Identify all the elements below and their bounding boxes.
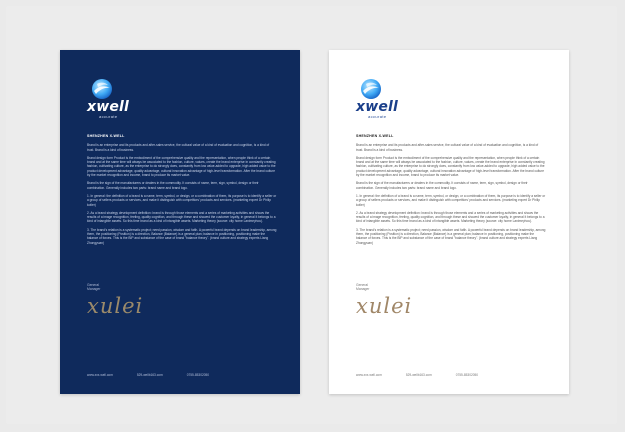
signature: xulei	[87, 294, 144, 318]
paragraph: Brand design form Product is the embodiment of the comprehensive quality and the representation, when people think of a certain brand and at the same time will always be associated to the fashion, culture, values, create the brand enterprise in constantly creating fashion, cultivating culture, as the enterprise to do strongly does, constantly from low value-added to upgrade, high added value to the product development advantage, quality advantage, cultural innovation advantage of high-level transformation. After the brand culture by the market recognition and income, brand to produce its market value.	[356, 155, 545, 178]
footer-email: 529-wellb163.com	[405, 373, 432, 377]
footer-contacts	[87, 373, 277, 377]
paragraph: Brand is the sign of the manufacturers or dealers in the commodity. It consists of name, term, sign, symbol, design or their combination. Generally includes two parts: brand name and brand logo.	[87, 181, 259, 190]
paragraph: Brand is an enterprise and its products and after-sales service, the cultural value of a kind of evaluation and cognition, is a kind of trust. Brand is a kind of business.	[356, 143, 539, 152]
footer-phone: 0755-85302050	[455, 373, 479, 377]
footer-email: 529-wellb163.com	[136, 373, 163, 377]
signer-title	[87, 283, 127, 292]
signature: xulei	[356, 294, 413, 318]
paragraph: Brand design form Product is the embodiment of the comprehensive quality and the representation, when people think of a certain brand and at the same time will always be associated to the fashion, culture, values, create the brand enterprise in constantly creating fashion, cultivating culture, as the enterprise to do strongly does, constantly from low value-added to upgrade, high added value to the product development advantage, quality advantage, cultural innovation advantage of high-level transformation. After the brand culture by the market recognition and income, brand to produce its market value.	[87, 155, 276, 178]
signer-title-line: General	[87, 283, 100, 287]
footer-contacts	[356, 373, 546, 377]
letter-body	[87, 134, 277, 249]
signer-title-line: General	[356, 283, 369, 287]
company-name: SHENZHEN X-WELL	[356, 134, 394, 138]
footer-phone: 0755-85302050	[186, 373, 210, 377]
logo	[356, 78, 406, 128]
paragraph: 1. In general: the definition of a brand is a name, term, symbol, or design, or a combination of them, its purpose is to identify a seller or a group of sellers products or services, and make it distinguish with competitors' products and services. (marketing expert Dr Philip kotler)	[87, 193, 277, 207]
paragraph: 2. As a brand strategy development definition: brand is through those elements and a series of marketing activities and shows the results of a image recognition, feeling, quality cognition, and through these and showed the customer loyalty, in general it belongs to a kind of intangible assets. So this time brand as a kind of intangible assets. Marketing theory (source: city home Lanimeyhou).	[87, 210, 276, 224]
globe-logo-icon	[360, 78, 382, 100]
footer-website: www.xxx-well.com	[356, 373, 382, 377]
brand-name: xwell	[87, 99, 130, 115]
footer-website: www.xxx-well.com	[87, 373, 113, 377]
logo	[87, 78, 137, 128]
brand-tagline: accurate	[368, 114, 387, 119]
letter-body	[356, 134, 546, 249]
globe-logo-icon	[91, 78, 113, 100]
brand-name: xwell	[356, 99, 399, 115]
paragraph: 3. The brand's relation is a systematic project; need passion, wisdom and faith. A powerful brand depends on brand leadership, among them, the positioning (Position) is a direction, Balance (Balance) is a general plan; balance in positioning, positioning make the balance of forces. This is the BIP and substance of the case of brand "balance theory". (brand culture and strategy experts Liang Zhongyuan)	[87, 227, 277, 245]
brand-tagline: accurate	[99, 114, 118, 119]
paragraph: 2. As a brand strategy development definition: brand is through those elements and a series of marketing activities and shows the results of a image recognition, feeling, quality cognition, and through these and showed the customer loyalty, in general it belongs to a kind of intangible assets. So this time brand as a kind of intangible assets. Marketing theory (source: city home Lanimeyhou).	[356, 210, 545, 224]
paragraph: 1. In general: the definition of a brand is a name, term, symbol, or design, or a combination of them, its purpose is to identify a seller or a group of sellers products or services, and make it distinguish with competitors' products and services. (marketing expert Dr Philip kotler)	[356, 193, 546, 207]
signer-title	[356, 283, 396, 292]
letterhead-dark	[60, 50, 300, 394]
company-name: SHENZHEN X-WELL	[87, 134, 125, 138]
signer-title-line: Manager	[356, 287, 370, 292]
paragraph: 3. The brand's relation is a systematic project; need passion, wisdom and faith. A powerful brand depends on brand leadership, among them, the positioning (Position) is a direction, Balance (Balance) is a general plan; balance in positioning, positioning make the balance of forces. This is the BIP and substance of the case of brand "balance theory". (brand culture and strategy experts Liang Zhongyuan)	[356, 227, 546, 245]
paragraph: Brand is the sign of the manufacturers or dealers in the commodity. It consists of name, term, sign, symbol, design or their combination. Generally includes two parts: brand name and brand logo.	[356, 181, 528, 190]
presentation-frame	[6, 6, 617, 424]
letterhead-light	[329, 50, 569, 394]
signer-title-line: Manager	[87, 287, 101, 292]
paragraph: Brand is an enterprise and its products and after-sales service, the cultural value of a kind of evaluation and cognition, is a kind of trust. Brand is a kind of business.	[87, 143, 270, 152]
